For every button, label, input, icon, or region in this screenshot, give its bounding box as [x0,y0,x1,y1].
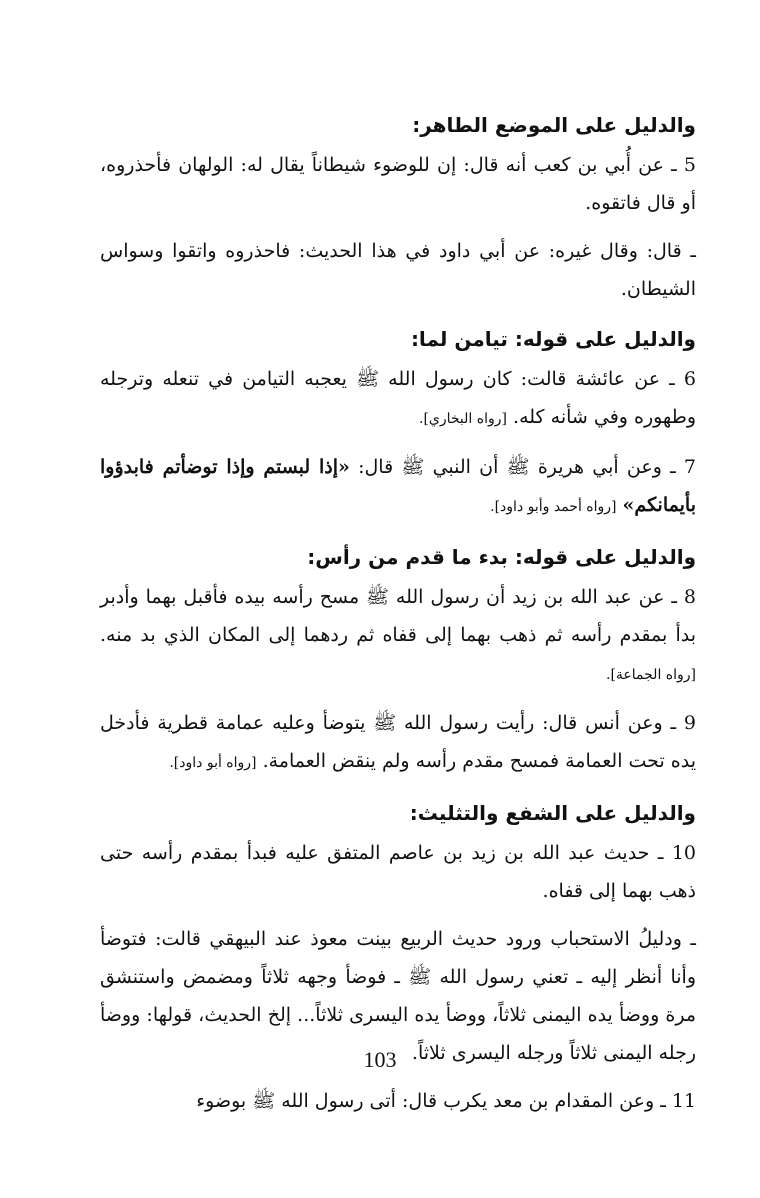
paragraph-text: ـ قال: وقال غيره: عن أبي داود في هذا الحديث: فاحذروه واتقوا وسواس الشيطان. [100,240,696,300]
paragraph-text: ـ وعن أبي هريرة ﷺ أن النبي ﷺ قال: [349,456,676,478]
paragraph [100,704,696,782]
hadith-number: 6 [683,368,696,390]
paragraph-text: ـ وعن أنس قال: رأيت رسول الله ﷺ يتوضأ وعليه عمامة قطرية فأدخل يده تحت العمامة فمسح مقدم رأسه ولم ينقض العمامة. [100,712,696,772]
hadith-number: 10 [671,842,696,864]
paragraph-text: ـ ودليلُ الاستحباب ورود حديث الربيع بينت معوذ عند البيهقي قالت: فتوضأ وأنا أنظر إليه ـ تعني رسول الله ﷺ ـ فوضأ وجهه ثلاثاً ومضمض واستنشق مرة ووضأ يده اليمنى ثلاثاً، ووضأ يده اليسرى ثلاثاً... إلخ الحديث، قولها: ووضأ رجله اليمنى ثلاثاً ورجله اليسرى ثلاثاً. [100,928,696,1064]
paragraph [100,1082,696,1120]
section-heading: والدليل على الشفع والتثليث: [409,801,696,825]
citation: [رواه البخاري]. [419,411,507,427]
section-heading: والدليل على قوله: تيامن لما: [410,327,696,351]
section-tahir [100,108,696,308]
citation: [رواه أبو داود]. [169,755,257,771]
paragraph-text: ـ عن عائشة قالت: كان رسول الله ﷺ يعجبه التيامن في تنعله وترجله وطهوره وفي شأنه كله. [100,368,696,428]
paragraph-text: ـ عن أُبي بن كعب أنه قال: إن للوضوء شيطاناً يقال له: الولهان فأحذروه، أو قال فاتقوه. [100,154,696,214]
hadith-number: 9 [683,712,697,734]
paragraph [100,360,696,438]
section-heading: والدليل على قوله: بدء ما قدم من رأس: [307,545,696,569]
hadith-number: 11 [671,1090,696,1112]
citation: [رواه الجماعة]. [606,667,696,683]
hadith-number: 7 [683,456,696,478]
paragraph-text: ـ حديث عبد الله بن زيد بن عاصم المتفق عليه فبدأ بمقدم رأسه حتى ذهب بهما إلى قفاه. [100,842,696,902]
section-heading: والدليل على الموضع الطاهر: [412,113,696,137]
paragraph [100,448,696,526]
page-body [100,108,696,1130]
section-head [100,540,696,782]
paragraph [100,232,696,308]
paragraph [100,578,696,694]
page-number: 103 [363,1047,397,1072]
citation: [رواه أحمد وأبو داود]. [490,499,617,515]
paragraph-text: ـ عن عبد الله بن زيد أن رسول الله ﷺ مسح رأسه بيده فأقبل بهما وأدبر بدأ بمقدم رأسه ثم ذهب بهما إلى قفاه ثم ردهما إلى المكان الذي بد منه. [100,586,696,646]
hadith-number: 5 [683,154,696,176]
hadith-quote: «إذا لبستم وإذا توضأتم فابدؤوا بأيمانكم» [100,456,696,516]
hadith-number: 8 [683,586,696,608]
paragraph [100,834,696,910]
paragraph-text: ـ وعن المقدام بن معد يكرب قال: أتى رسول الله ﷺ بوضوء [196,1090,666,1112]
paragraph [100,146,696,222]
section-tayamun [100,322,696,526]
